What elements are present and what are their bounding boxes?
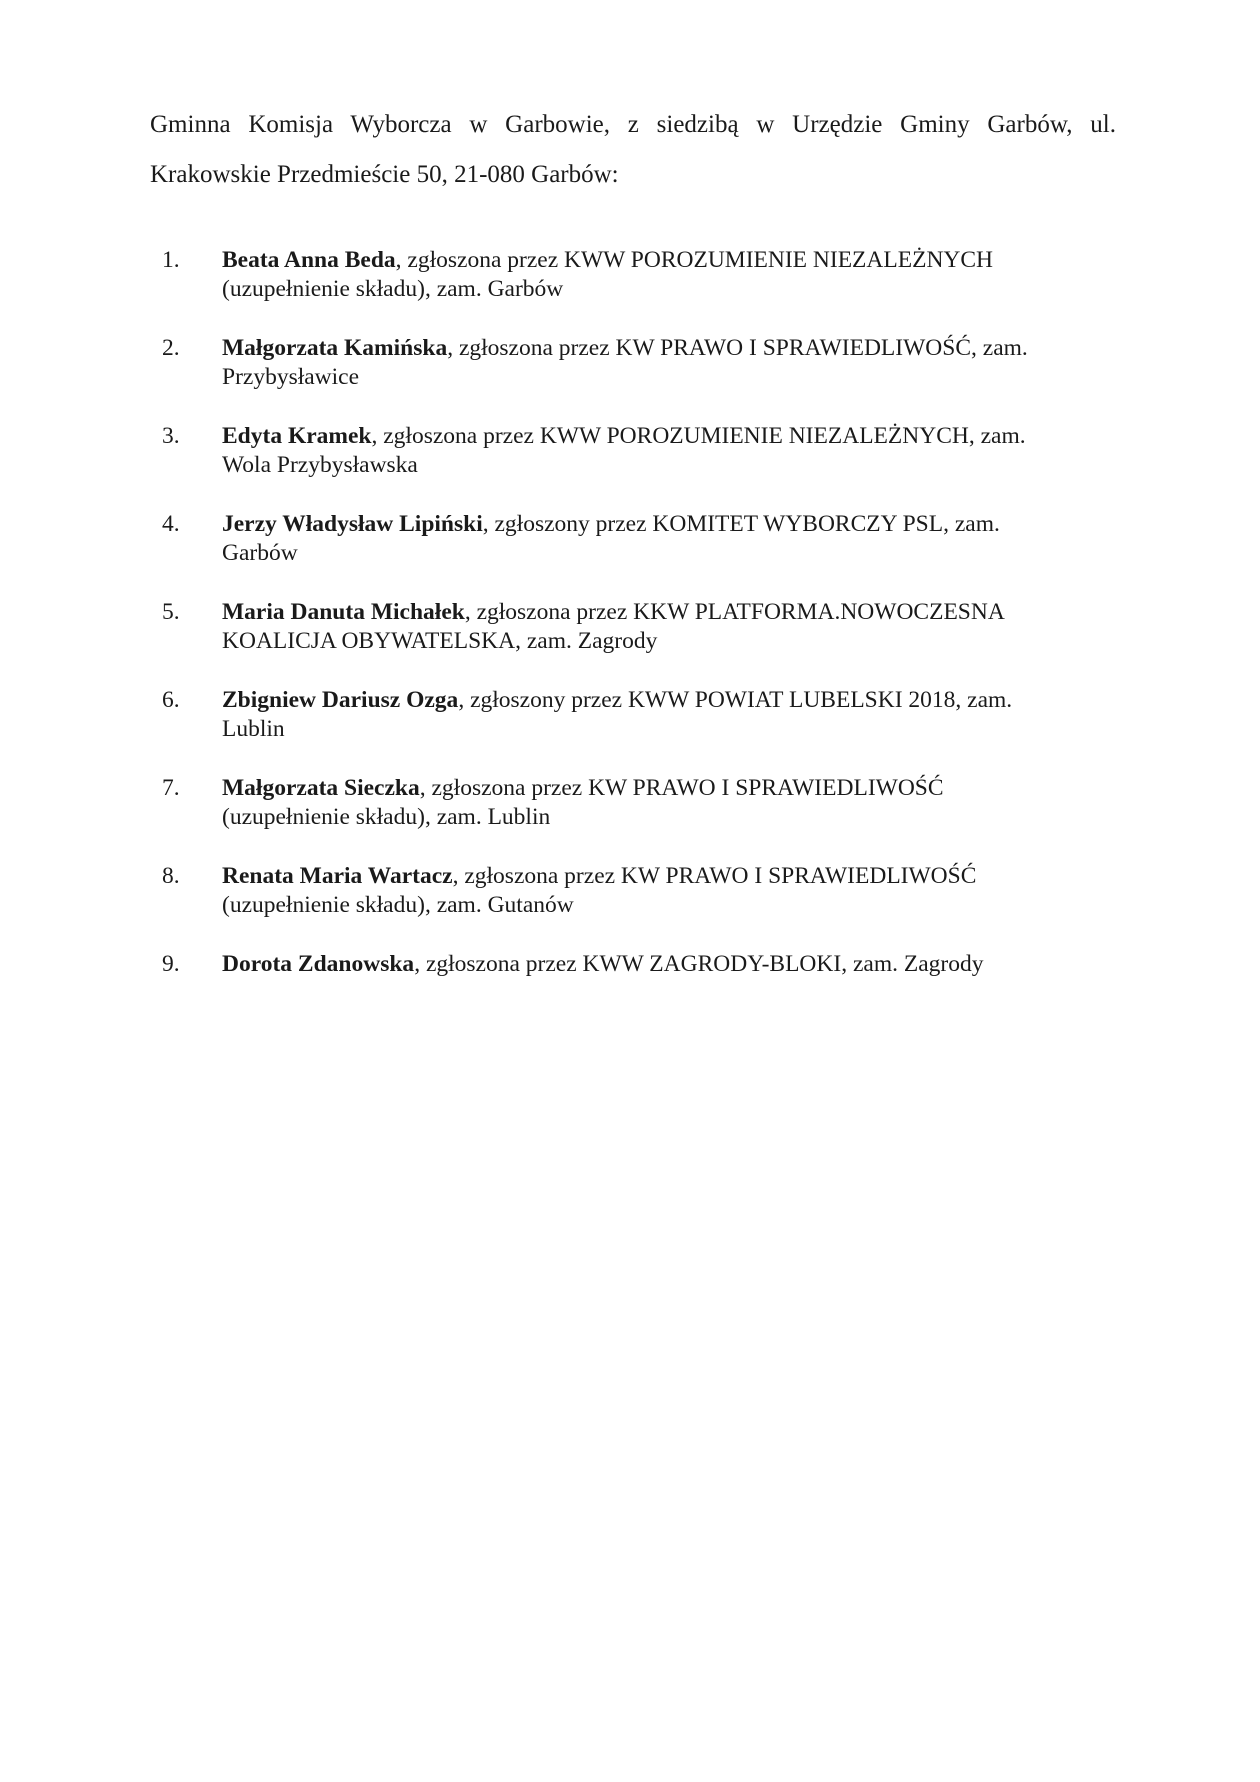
item-line-2: KOALICJA OBYWATELSKA, zam. Zagrody bbox=[222, 628, 658, 654]
member-details: , zgłoszona przez KKW PLATFORMA.NOWOCZESNA bbox=[464, 599, 1005, 625]
member-name: Jerzy Władysław Lipiński bbox=[222, 511, 483, 537]
member-details: , zgłoszony przez KWW POWIAT LUBELSKI 2018, zam. bbox=[458, 687, 1013, 713]
member-name: Dorota Zdanowska bbox=[222, 951, 415, 977]
members-list bbox=[150, 246, 1116, 1009]
member-name: Renata Maria Wartacz bbox=[222, 863, 453, 889]
list-item bbox=[150, 422, 1116, 480]
member-name: Małgorzata Sieczka bbox=[222, 775, 420, 801]
item-number: 8. bbox=[162, 863, 180, 889]
item-number: 5. bbox=[162, 599, 180, 625]
list-item bbox=[150, 686, 1116, 744]
item-number: 6. bbox=[162, 687, 180, 713]
item-line-1 bbox=[222, 334, 1116, 363]
item-line-2: (uzupełnienie składu), zam. Lublin bbox=[222, 804, 551, 830]
item-line-2: Garbów bbox=[222, 540, 298, 566]
member-name: Małgorzata Kamińska bbox=[222, 335, 448, 361]
item-number: 2. bbox=[162, 335, 180, 361]
list-item bbox=[150, 774, 1116, 832]
member-details: , zgłoszony przez KOMITET WYBORCZY PSL, zam. bbox=[482, 511, 1000, 537]
list-item bbox=[150, 246, 1116, 304]
list-item bbox=[150, 862, 1116, 920]
member-name: Zbigniew Dariusz Ozga bbox=[222, 687, 459, 713]
list-item bbox=[150, 334, 1116, 392]
member-details: , zgłoszona przez KW PRAWO I SPRAWIEDLIWOŚĆ bbox=[419, 775, 944, 801]
list-item bbox=[150, 598, 1116, 656]
item-line-1 bbox=[222, 598, 1116, 627]
item-line-1 bbox=[222, 246, 1116, 275]
item-line-2: (uzupełnienie składu), zam. Gutanów bbox=[222, 892, 574, 918]
item-number: 9. bbox=[162, 951, 180, 977]
item-line-1 bbox=[222, 862, 1116, 891]
list-item bbox=[150, 510, 1116, 568]
list-item bbox=[150, 950, 1116, 979]
member-details: , zgłoszona przez KWW POROZUMIENIE NIEZALEŻNYCH bbox=[395, 247, 994, 273]
member-details: , zgłoszona przez KWW POROZUMIENIE NIEZALEŻNYCH, zam. bbox=[371, 423, 1026, 449]
member-details: , zgłoszona przez KW PRAWO I SPRAWIEDLIWOŚĆ bbox=[452, 863, 977, 889]
member-details: , zgłoszona przez KWW ZAGRODY-BLOKI, zam. Zagrody bbox=[414, 951, 984, 977]
intro-line-1: Gminna Komisja Wyborcza w Garbowie, z siedzibą w Urzędzie Gminy Garbów, ul. bbox=[150, 111, 1116, 138]
intro-line-2: Krakowskie Przedmieście 50, 21-080 Garbów: bbox=[150, 161, 619, 188]
item-number: 4. bbox=[162, 511, 180, 537]
item-number: 3. bbox=[162, 423, 180, 449]
intro-paragraph bbox=[150, 100, 1116, 200]
item-line-1 bbox=[222, 774, 1116, 803]
item-line-1 bbox=[222, 686, 1116, 715]
item-number: 7. bbox=[162, 775, 180, 801]
member-name: Maria Danuta Michałek bbox=[222, 599, 465, 625]
item-line-2: Lublin bbox=[222, 716, 285, 742]
member-details: , zgłoszona przez KW PRAWO I SPRAWIEDLIWOŚĆ, zam. bbox=[447, 335, 1028, 361]
member-name: Beata Anna Beda bbox=[222, 247, 396, 273]
member-name: Edyta Kramek bbox=[222, 423, 372, 449]
item-line-1 bbox=[222, 510, 1116, 539]
item-line-2: (uzupełnienie składu), zam. Garbów bbox=[222, 276, 564, 302]
item-line-2: Wola Przybysławska bbox=[222, 452, 418, 478]
item-line-2: Przybysławice bbox=[222, 364, 360, 390]
item-line-1 bbox=[222, 950, 1116, 979]
item-number: 1. bbox=[162, 247, 180, 273]
item-line-1 bbox=[222, 422, 1116, 451]
